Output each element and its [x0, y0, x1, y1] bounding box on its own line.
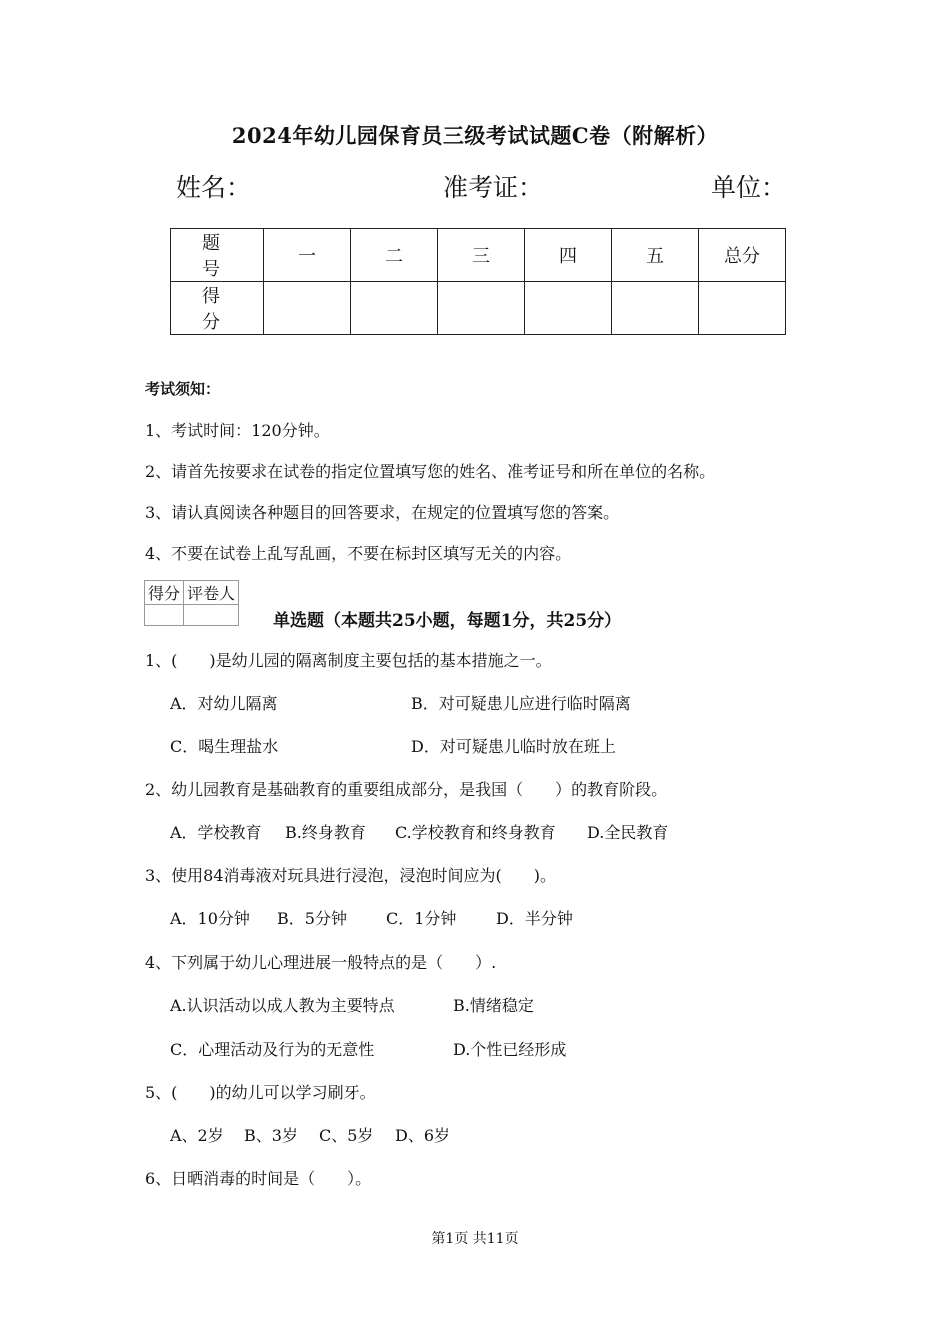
header-cell: 题 号 — [171, 229, 264, 282]
grader-name-cell — [184, 605, 239, 626]
option: D.全民教育 — [587, 823, 669, 842]
option: C．喝生理盐水 — [170, 737, 279, 756]
option: B．5分钟 — [277, 909, 347, 928]
notice-item: 1、考试时间：120分钟。 — [145, 421, 330, 440]
question-stem: 6、日晒消毒的时间是（ ）。 — [145, 1169, 372, 1188]
grader-table — [144, 580, 239, 626]
option: A．学校教育 — [170, 823, 262, 842]
notice-item: 2、请首先按要求在试卷的指定位置填写您的姓名、准考证号和所在单位的名称。 — [145, 462, 716, 481]
page-footer: 第1页 共11页 — [431, 1231, 519, 1247]
page-title: 2024年幼儿园保育员三级考试试题C卷（附解析） — [231, 123, 719, 148]
header-cell: 五 — [612, 229, 699, 282]
option: D．半分钟 — [496, 909, 573, 928]
question-stem: 5、( )的幼儿可以学习刷牙。 — [145, 1083, 376, 1102]
notice-item: 3、请认真阅读各种题目的回答要求，在规定的位置填写您的答案。 — [145, 503, 620, 522]
option: B．对可疑患儿应进行临时隔离 — [411, 694, 631, 713]
option: C．1分钟 — [386, 909, 457, 928]
score-table — [170, 228, 786, 335]
header-cell: 三 — [438, 229, 525, 282]
exam-id-label: 准考证： — [443, 173, 544, 202]
option: A．对幼儿隔离 — [170, 694, 278, 713]
score-cell — [699, 282, 786, 335]
option: A、2岁 — [170, 1126, 224, 1145]
score-table-header-row — [171, 229, 786, 282]
option: B.终身教育 — [285, 823, 366, 842]
option: D、6岁 — [395, 1126, 451, 1145]
score-row-label: 得 分 — [171, 282, 264, 335]
option: A．10分钟 — [170, 909, 250, 928]
unit-label: 单位： — [711, 173, 787, 202]
grader-name-label: 评卷人 — [184, 581, 239, 605]
header-cell: 二 — [351, 229, 438, 282]
score-cell — [438, 282, 525, 335]
option: B.情绪稳定 — [453, 996, 534, 1015]
score-cell — [264, 282, 351, 335]
option: C．心理活动及行为的无意性 — [170, 1040, 375, 1059]
question-stem: 2、幼儿园教育是基础教育的重要组成部分，是我国（ ）的教育阶段。 — [145, 780, 668, 799]
notice-item: 4、不要在试卷上乱写乱画，不要在标封区填写无关的内容。 — [145, 544, 572, 563]
question-stem: 4、下列属于幼儿心理进展一般特点的是（ ）. — [145, 953, 497, 972]
header-cell: 四 — [525, 229, 612, 282]
question-stem: 3、使用84消毒液对玩具进行浸泡，浸泡时间应为( )。 — [145, 866, 557, 885]
question-stem: 1、( )是幼儿园的隔离制度主要包括的基本措施之一。 — [145, 651, 552, 670]
section-title: 单选题（本题共25小题，每题1分，共25分） — [273, 611, 622, 631]
grader-score-cell — [145, 605, 184, 626]
score-table-score-row — [171, 282, 786, 335]
name-label: 姓名： — [176, 173, 252, 202]
score-cell — [351, 282, 438, 335]
option: D．对可疑患儿临时放在班上 — [411, 737, 616, 756]
notice-heading: 考试须知： — [145, 380, 221, 398]
score-cell — [612, 282, 699, 335]
option: D.个性已经形成 — [453, 1040, 567, 1059]
option: C、5岁 — [319, 1126, 374, 1145]
header-cell: 总分 — [699, 229, 786, 282]
grader-score-label: 得分 — [145, 581, 184, 605]
score-cell — [525, 282, 612, 335]
option: A.认识活动以成人教为主要特点 — [170, 996, 395, 1015]
option: B、3岁 — [244, 1126, 298, 1145]
header-cell: 一 — [264, 229, 351, 282]
option: C.学校教育和终身教育 — [395, 823, 556, 842]
